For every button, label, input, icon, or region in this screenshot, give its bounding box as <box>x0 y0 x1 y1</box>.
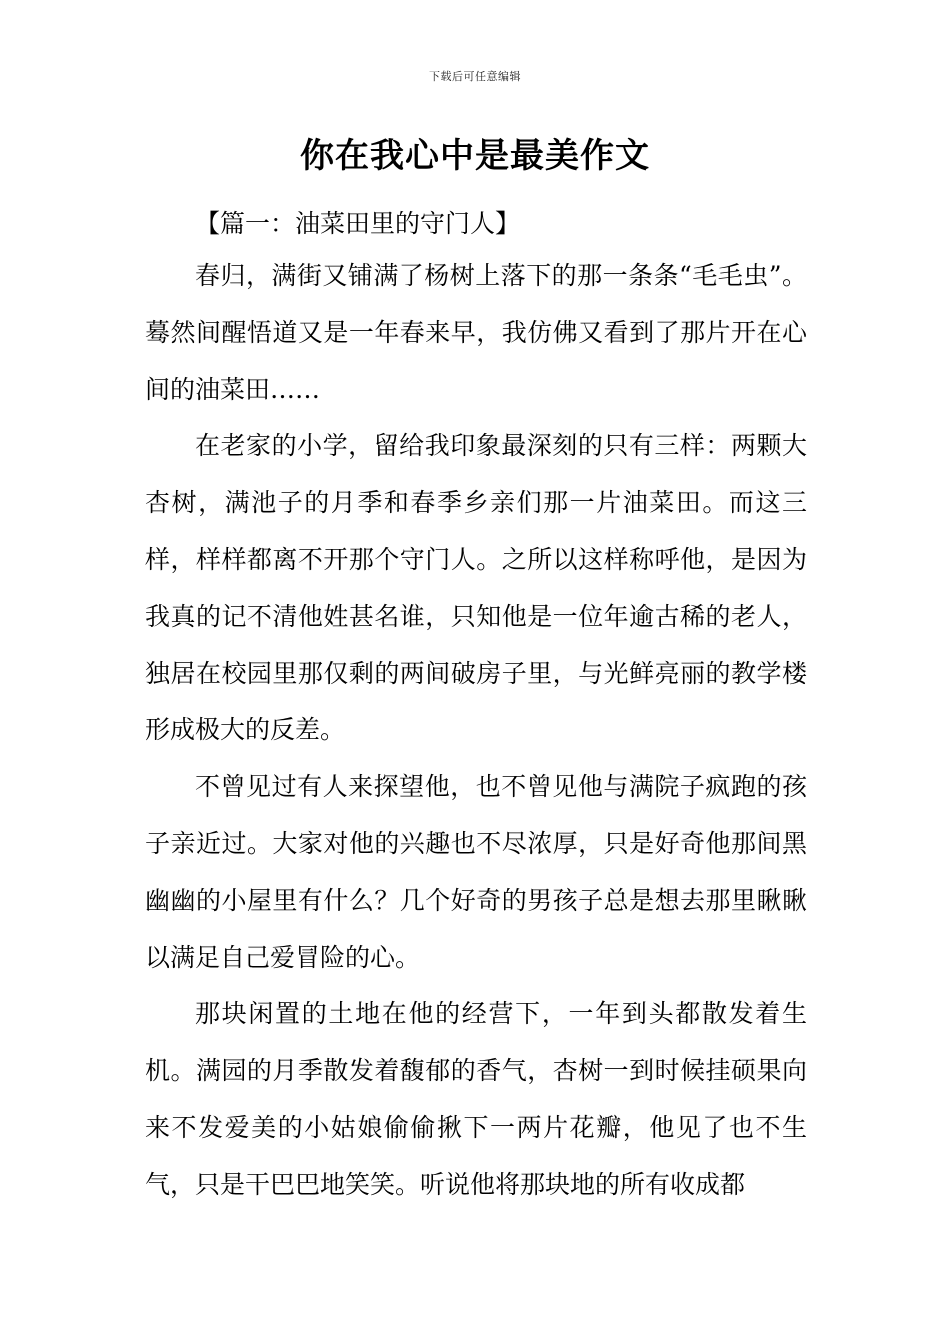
paragraph-3: 不曾见过有人来探望他，也不曾见他与满院子疯跑的孩子亲近过。大家对他的兴趣也不尽浓厚，只是好奇他那间黑幽幽的小屋里有什么？几个好奇的男孩子总是想去那里瞅瞅以满足自己爱冒险的心。 <box>145 772 807 972</box>
section-heading: 【篇一：油菜田里的守门人】 <box>195 209 521 238</box>
paragraph-1: 春归，满街又铺满了杨树上落下的那一条条“毛毛虫”。蓦然间醒悟道又是一年春来早，我仿佛又看到了那片开在心间的油菜田…… <box>145 261 807 404</box>
paragraph-2: 在老家的小学，留给我印象最深刻的只有三样：两颗大杏树，满池子的月季和春季乡亲们那一片油菜田。而这三样，样样都离不开那个守门人。之所以这样称呼他，是因为我真的记不清他姓甚名谁，只知他是一位年逾古稀的老人，独居在校园里那仅剩的两间破房子里，与光鲜亮丽的教学楼形成极大的反差。 <box>145 431 807 745</box>
paragraph-4: 那块闲置的土地在他的经营下，一年到头都散发着生机。满园的月季散发着馥郁的香气，杏树一到时候挂硕果向来不发爱美的小姑娘偷偷揪下一两片花瓣，他见了也不生气，只是干巴巴地笑笑。听说他将那块地的所有收成都 <box>145 999 807 1199</box>
document-title: 你在我心中是最美作文 <box>300 136 650 176</box>
header-note: 下载后可任意编辑 <box>429 70 521 83</box>
document-body <box>145 200 807 1214</box>
